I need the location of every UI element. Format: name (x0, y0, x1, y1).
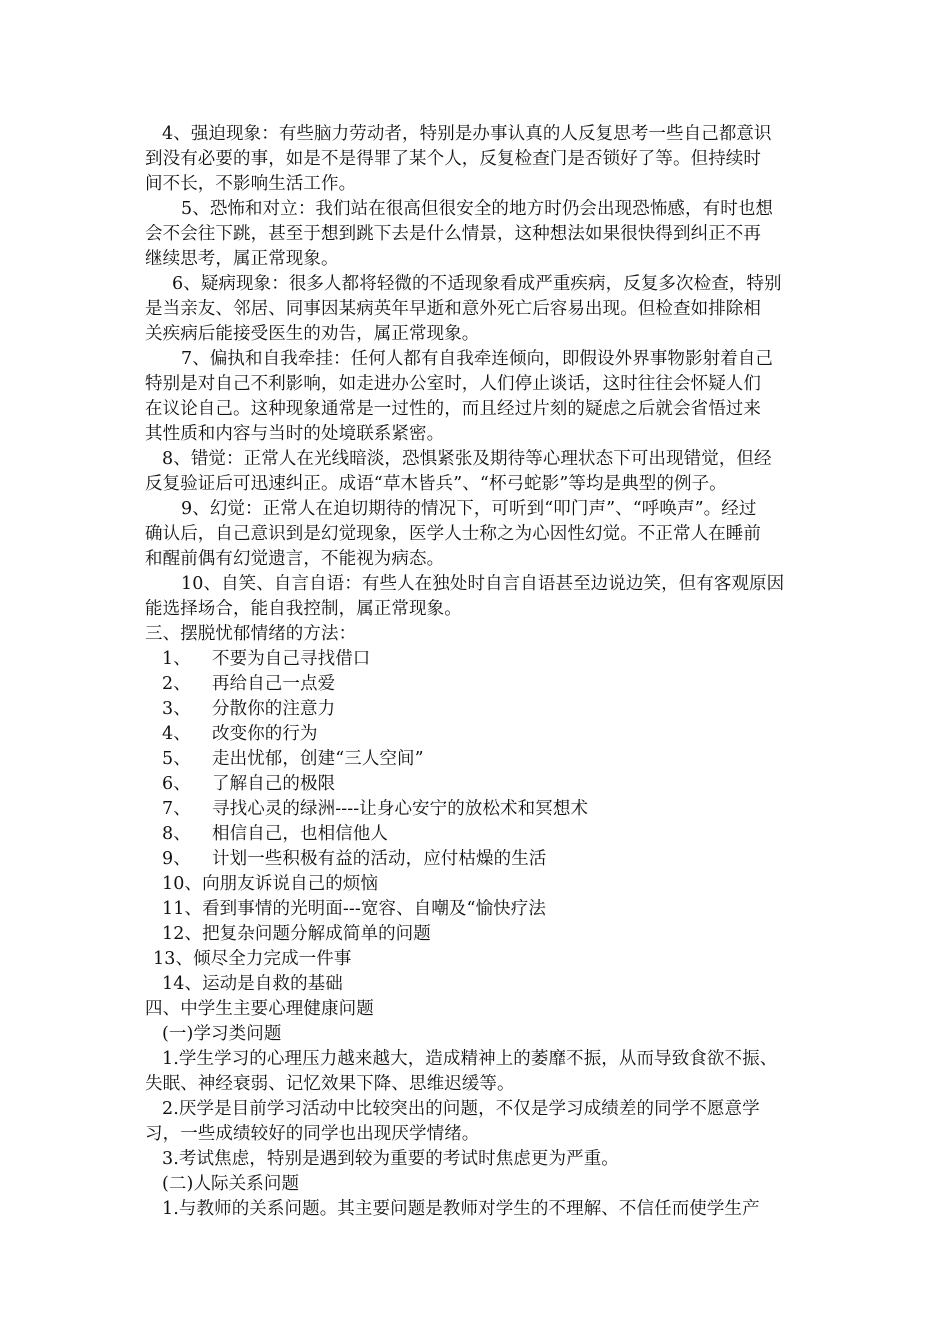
method-number: 6、 (162, 774, 191, 794)
method-number: 14、 (162, 974, 203, 994)
method-number: 11、 (162, 899, 203, 919)
method-number: 9、 (162, 849, 191, 869)
method-item-12 (162, 922, 431, 947)
method-text: 分散你的注意力 (212, 699, 336, 719)
study-1-line-1: 1.学生学习的心理压力越来越大，造成精神上的萎靡不振，从而导致食欲不振、 (162, 1049, 778, 1069)
method-number: 13、 (153, 949, 194, 969)
para-6-line-3: 关疾病后能接受医生的劝告，属正常现象。 (145, 324, 480, 344)
method-text: 计划一些积极有益的活动，应付枯燥的生活 (212, 849, 547, 869)
method-number: 3、 (162, 699, 191, 719)
method-number: 10、 (162, 874, 203, 894)
para-10-line-1: 10、自笑、自言自语：有些人在独处时自言自语甚至边说边笑，但有客观原因 (181, 574, 785, 594)
method-text: 改变你的行为 (212, 724, 318, 744)
method-number: 12、 (162, 924, 203, 944)
method-number: 8、 (162, 824, 191, 844)
method-text: 不要为自己寻找借口 (212, 649, 371, 669)
method-number: 7、 (162, 799, 191, 819)
method-text: 把复杂问题分解成简单的问题 (202, 924, 431, 944)
method-item-1 (162, 647, 370, 672)
para-7-line-2: 特别是对自己不利影响，如走进办公室时，人们停止谈话，这时往往会怀疑人们 (145, 374, 761, 394)
method-text: 倾尽全力完成一件事 (193, 949, 352, 969)
para-9-line-2: 确认后，自己意识到是幻觉现象，医学人士称之为心因性幻觉。不正常人在睡前 (145, 524, 761, 544)
method-item-10 (162, 872, 378, 897)
method-item-5 (162, 747, 424, 772)
method-text: 向朋友诉说自己的烦恼 (202, 874, 379, 894)
method-text: 运动是自救的基础 (202, 974, 343, 994)
para-10-line-2: 能选择场合，能自我控制，属正常现象。 (145, 599, 462, 619)
para-6-line-1: 6、疑病现象：很多人都将轻微的不适现象看成严重疾病，反复多次检查，特别 (172, 274, 782, 294)
method-item-8 (162, 822, 388, 847)
method-text: 再给自己一点爱 (212, 674, 336, 694)
method-item-14 (162, 972, 343, 997)
method-text: 相信自己，也相信他人 (212, 824, 388, 844)
study-2-line-2: 习，一些成绩较好的同学也出现厌学情绪。 (145, 1124, 480, 1144)
study-3-line-1: 3.考试焦虑，特别是遇到较为重要的考试时焦虑更为严重。 (162, 1149, 619, 1169)
method-text: 寻找心灵的绿洲----让身心安宁的放松术和冥想术 (212, 799, 589, 819)
para-6-line-2: 是当亲友、邻居、同事因某病英年早逝和意外死亡后容易出现。但检查如排除相 (145, 299, 761, 319)
method-number: 4、 (162, 724, 191, 744)
para-5-line-2: 会不会往下跳，甚至于想到跳下去是什么情景，这种想法如果很快得到纠正不再 (145, 224, 761, 244)
method-item-13 (153, 947, 351, 972)
section-heading-3: 三、摆脱忧郁情绪的方法： (145, 624, 357, 644)
subheading-study: (一)学习类问题 (162, 1024, 282, 1044)
para-5-line-3: 继续思考，属正常现象。 (145, 249, 339, 269)
method-number: 2、 (162, 674, 191, 694)
method-item-9 (162, 847, 546, 872)
para-7-line-1: 7、偏执和自我牵挂：任何人都有自我牵连倾向，即假设外界事物影射着自己 (181, 349, 774, 369)
method-item-3 (162, 697, 335, 722)
para-9-line-3: 和醒前偶有幻觉遗言，不能视为病态。 (145, 549, 445, 569)
method-number: 1、 (162, 649, 191, 669)
para-7-line-4: 其性质和内容与当时的处境联系紧密。 (145, 424, 445, 444)
para-7-line-3: 在议论自己。这种现象通常是一过性的，而且经过片刻的疑虑之后就会省悟过来 (145, 399, 761, 419)
method-item-2 (162, 672, 335, 697)
subheading-relationship: (二)人际关系问题 (162, 1174, 300, 1194)
method-number: 5、 (162, 749, 191, 769)
method-item-6 (162, 772, 335, 797)
method-text: 了解自己的极限 (212, 774, 336, 794)
para-8-line-2: 反复验证后可迅速纠正。成语“草木皆兵”、“杯弓蛇影”等均是典型的例子。 (145, 474, 727, 494)
study-2-line-1: 2.厌学是目前学习活动中比较突出的问题，不仅是学习成绩差的同学不愿意学 (162, 1099, 760, 1119)
relation-1-line-1: 1.与教师的关系问题。其主要问题是教师对学生的不理解、不信任而使学生产 (162, 1199, 760, 1219)
para-4-line-2: 到没有必要的事，如是不是得罪了某个人，反复检查门是否锁好了等。但持续时 (145, 149, 761, 169)
para-8-line-1: 8、错觉：正常人在光线暗淡，恐惧紧张及期待等心理状态下可出现错觉，但经 (162, 449, 772, 469)
study-1-line-2: 失眠、神经衰弱、记忆效果下降、思维迟缓等。 (145, 1074, 515, 1094)
para-9-line-1: 9、幻觉：正常人在迫切期待的情况下，可听到“叩门声”、“呼唤声”。经过 (181, 499, 757, 519)
method-item-7 (162, 797, 588, 822)
method-text: 看到事情的光明面---宽容、自嘲及“愉快疗法 (202, 899, 546, 919)
para-5-line-1: 5、恐怖和对立：我们站在很高但很安全的地方时仍会出现恐怖感，有时也想 (181, 199, 774, 219)
method-text: 走出忧郁，创建“三人空间” (212, 749, 424, 769)
method-item-11 (162, 897, 546, 922)
para-4-line-3: 间不长，不影响生活工作。 (145, 174, 357, 194)
method-item-4 (162, 722, 318, 747)
para-4-line-1: 4、强迫现象：有些脑力劳动者，特别是办事认真的人反复思考一些自己都意识 (162, 124, 772, 144)
section-heading-4: 四、中学生主要心理健康问题 (145, 999, 374, 1019)
